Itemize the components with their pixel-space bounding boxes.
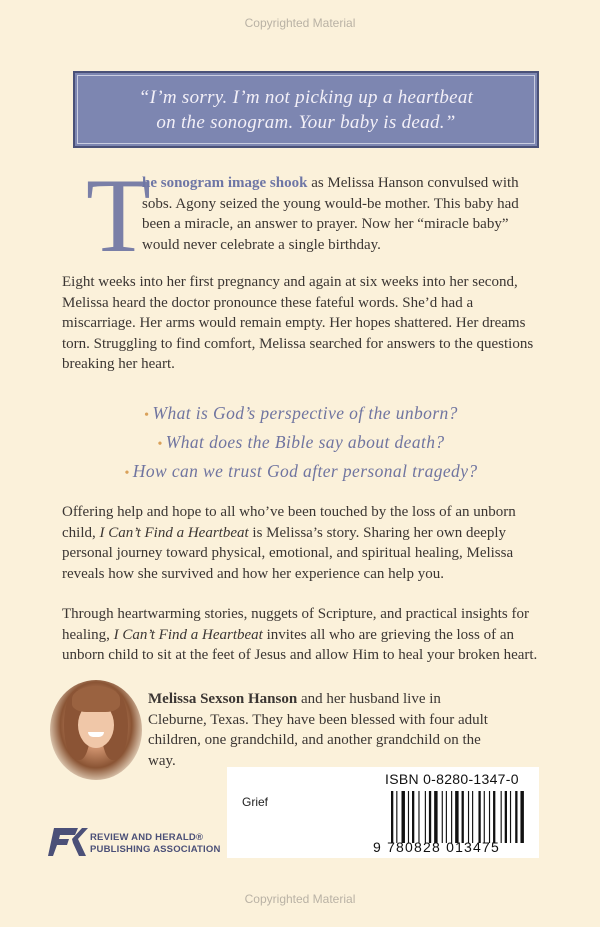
author-bio xyxy=(148,689,488,771)
para3-before: Through heartwarming stories, nuggets of Scripture, and practical insights for healing, xyxy=(62,606,529,643)
para2-after: is Melissa’s story. Sharing her own deeply personal journey toward physical, emotional, and spiritual healing, Melissa reveals how she survived and how her experience can help you. xyxy=(62,524,514,582)
question-item xyxy=(62,458,540,487)
quote-text: “I’m sorry. I’m not picking up a heartbeat on the sonogram. Your baby is dead.” xyxy=(138,86,474,133)
copyright-watermark-top: Copyrighted Material xyxy=(244,16,356,30)
quote-box xyxy=(73,71,539,148)
category-label: Grief xyxy=(242,795,269,809)
author-photo xyxy=(50,680,142,780)
question-text: How can we trust God after personal tragedy? xyxy=(132,461,478,481)
body-paragraph-2 xyxy=(62,502,540,584)
body-paragraph-3 xyxy=(62,604,540,666)
drop-cap: T xyxy=(86,157,151,274)
publisher-line-1: REVIEW AND HERALD® xyxy=(90,832,204,843)
bullet-icon: • xyxy=(144,408,150,423)
question-text: What is God’s perspective of the unborn? xyxy=(152,403,458,423)
author-name: Melissa Sexson Hanson xyxy=(148,691,298,707)
intro-paragraph xyxy=(142,173,522,255)
isbn-label: ISBN 0-8280-1347-0 xyxy=(385,771,519,787)
author-bio-text: and her husband live in Cleburne, Texas. They have been blessed with four adult children, one grandchild, and another grandchild on the way. xyxy=(148,691,488,769)
barcode-digits: 9 780828 013475 xyxy=(373,839,500,855)
question-item xyxy=(62,429,540,458)
bullet-icon: • xyxy=(157,437,163,452)
publisher-line-2: PUBLISHING ASSOCIATION xyxy=(90,844,221,855)
copyright-watermark-bottom: Copyrighted Material xyxy=(244,892,356,906)
publisher-logo-icon xyxy=(48,826,88,858)
bullet-icon: • xyxy=(124,466,130,481)
intro-rest: as Melissa Hanson convulsed with sobs. Agony seized the young would-be mother. This baby had been a miracle, an answer to prayer. Now her “miracle baby” would never celebrate a single birthday. xyxy=(142,175,519,253)
para3-after: invites all who are grieving the loss of an unborn child to sit at the feet of Jesus and allow Him to heal your broken heart. xyxy=(62,626,538,663)
question-item xyxy=(62,400,540,429)
para2-before: Offering help and hope to all who’ve been touched by the loss of an unborn child, xyxy=(62,504,516,541)
body-paragraph-1: Eight weeks into her first pregnancy and again at six weeks into her second, Melissa heard the doctor pronounce these fateful words. She’d had a miscarriage. Her arms would remain empty. Her hopes shattered. Her dreams torn. Struggling to find comfort, Melissa searched for answers to the questions breaking her heart. xyxy=(62,274,534,372)
book-title: I Can’t Find a Heartbeat xyxy=(113,626,263,643)
barcode-icon xyxy=(391,791,531,843)
publisher-name xyxy=(90,832,221,856)
question-list xyxy=(62,400,540,487)
book-title: I Can’t Find a Heartbeat xyxy=(99,524,249,541)
question-text: What does the Bible say about death? xyxy=(165,432,445,452)
intro-lead: he sonogram image shook xyxy=(142,175,308,191)
barcode-box xyxy=(227,767,539,858)
